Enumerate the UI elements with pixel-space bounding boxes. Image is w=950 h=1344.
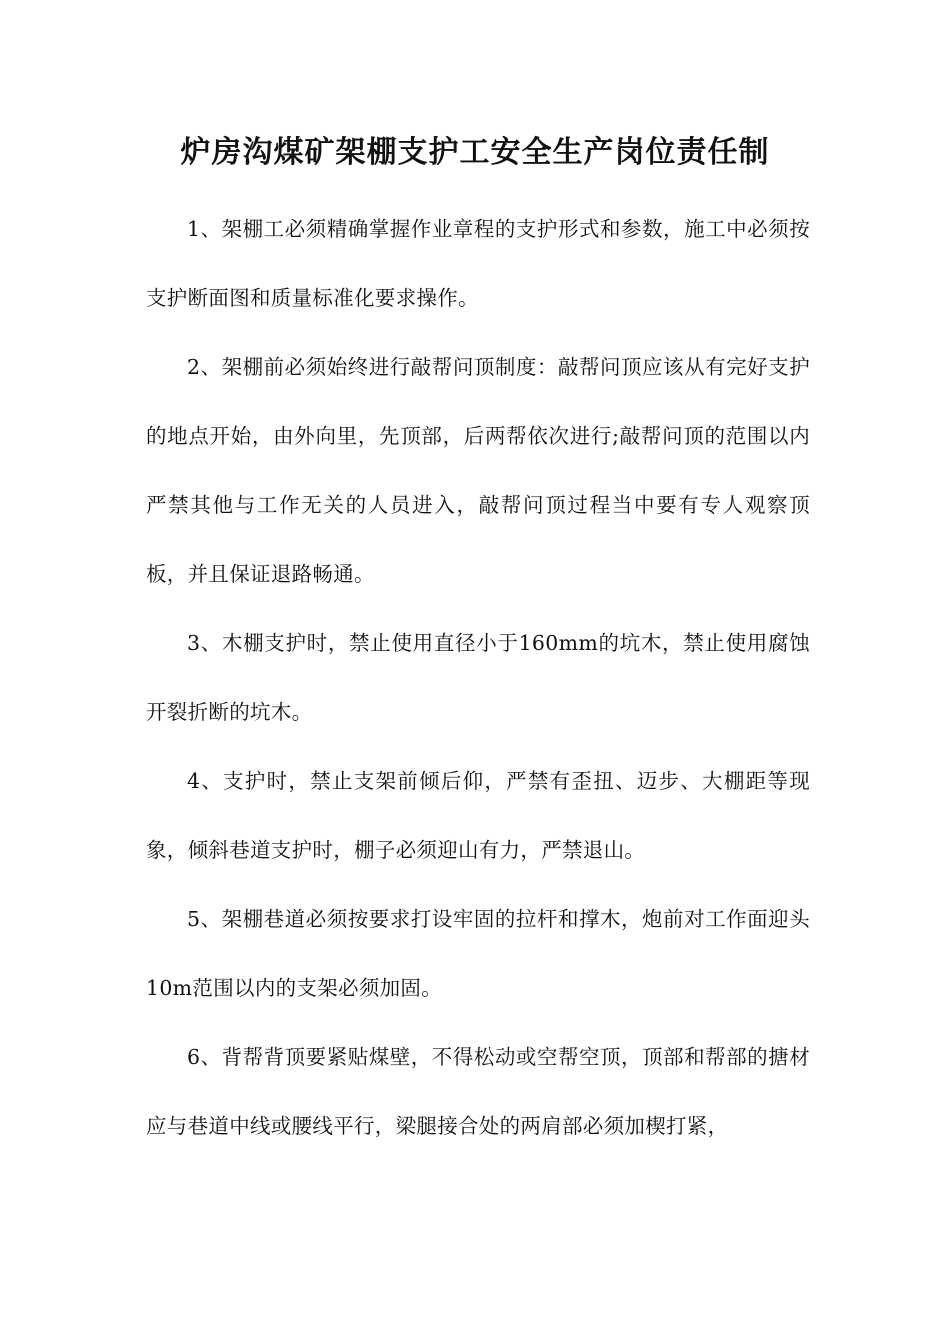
paragraph-1: 1、架棚工必须精确掌握作业章程的支护形式和参数，施工中必须按支护断面图和质量标准化要求操作。: [146, 217, 810, 310]
paragraph-3: 3、木棚支护时，禁止使用直径小于160mm的坑木，禁止使用腐蚀开裂折断的坑木。: [146, 631, 810, 724]
document-title: 炉房沟煤矿架棚支护工安全生产岗位责任制: [180, 135, 770, 170]
paragraph-5: 5、架棚巷道必须按要求打设牢固的拉杆和撑木，炮前对工作面迎头10m范围以内的支架必须加固。: [146, 907, 810, 1000]
paragraph-6: 6、背帮背顶要紧贴煤壁，不得松动或空帮空顶，顶部和帮部的搪材应与巷道中线或腰线平行，梁腿接合处的两肩部必须加楔打紧，: [146, 1045, 810, 1138]
paragraph-4: 4、支护时，禁止支架前倾后仰，严禁有歪扭、迈步、大棚距等现象，倾斜巷道支护时，棚子必须迎山有力，严禁退山。: [146, 769, 810, 862]
document-body: [146, 195, 810, 1161]
paragraph-2: 2、架棚前必须始终进行敲帮问顶制度：敲帮问顶应该从有完好支护的地点开始，由外向里，先顶部，后两帮依次进行;敲帮问顶的范围以内严禁其他与工作无关的人员进入，敲帮问顶过程当中要有专人观察顶板，并且保证退路畅通。: [146, 355, 810, 586]
